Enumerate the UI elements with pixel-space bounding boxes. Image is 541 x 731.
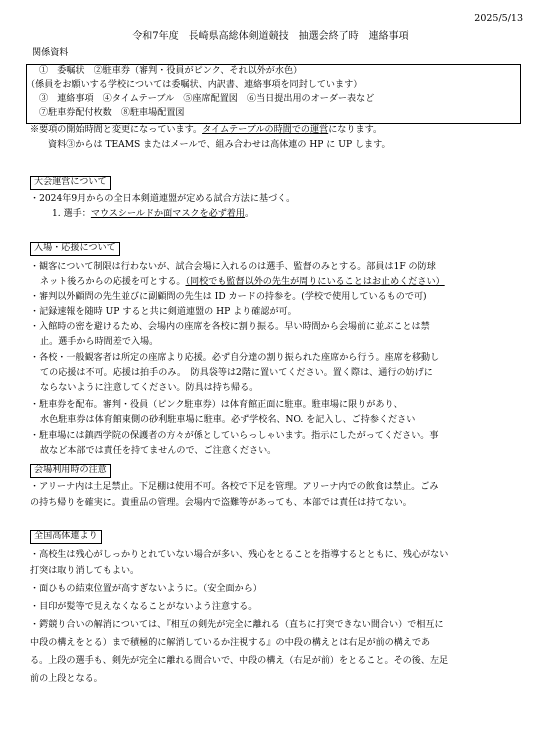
section-heading-venue: 会場利用時の注意: [30, 464, 111, 478]
schedule-note-emphasis: タイムテーブルの時間での運営: [202, 125, 329, 135]
documents-line-2: （係員をお願いする学校については委嘱状、内訳書、連絡事項を同封しています）: [26, 80, 363, 90]
entry-line: 止。選手から時間差で入場。: [40, 337, 159, 347]
document-date: 2025/5/13: [474, 13, 523, 24]
federation-line: 前の上段となる。: [30, 674, 103, 684]
related-documents-box: [26, 64, 521, 124]
entry-line: ・審判以外顧問の先生並びに副顧問の先生は ID カードの持参を。(学校で使用しているもので可): [30, 292, 427, 302]
operation-rule-tail: 。: [245, 209, 255, 219]
federation-line: ・目印が髪等で見えなくなることがないよう注意する。: [30, 602, 258, 612]
entry-line: ての応援は不可。応援は拍手のみ。 防具袋等は2階に置いてください。置く際は、通行の妨げに: [40, 368, 433, 378]
entry-line-text: ネット後ろからの応援を可とする。: [40, 277, 186, 287]
documents-line-1: ① 委嘱状 ②駐車券（審判・役員がピンク、それ以外が水色）: [39, 66, 303, 76]
documents-line-4: ⑦駐車券配付枚数 ⑧駐車場配置図: [39, 108, 185, 118]
entry-line: ・観客について制限は行わないが、試合会場に入れるのは選手、監督のみとする。部員は1F の防球: [30, 262, 436, 272]
schedule-note: [30, 124, 382, 137]
section-heading-federation: 全国高体連より: [30, 530, 102, 544]
entry-line: ・各校・一般観客者は所定の座席より応援。必ず自分達の割り振られた座席から行う。座席を移動し: [30, 353, 440, 363]
schedule-note-text: ※要項の開始時間と変更になっています。: [30, 125, 203, 135]
entry-line: ・駐車券を配布。審判・役員（ピンク駐車券）は体育館正面に駐車。駐車場に限りがあり、: [30, 400, 403, 410]
operation-rule-number: 1. 選手：: [52, 209, 91, 219]
entry-line: ・入館時の密を避けるため、会場内の座席を各校に割り振る。早い時間から会場前に並ぶことは禁: [30, 322, 430, 332]
federation-line: 打突は取り消してもよい。: [30, 566, 140, 576]
entry-line: [40, 276, 445, 289]
operation-line-1: ・2024年9月からの全日本剣道連盟が定める試合方法に基づく。: [30, 194, 296, 204]
venue-line: ・アリーナ内は土足禁止。下足棚は使用不可。各校で下足を管理。アリーナ内での飲食は禁止。ごみ: [30, 482, 439, 492]
distribution-note: 資料③からは TEAMS またはメールで、組み合わせは高体連の HP に UP します。: [48, 140, 391, 150]
federation-line: ・面ひもの結束位置が高すぎないように。（安全面から）: [30, 584, 262, 594]
entry-line: ならないように注意してください。防具は持ち帰る。: [40, 383, 259, 393]
related-documents-label: 関係資料: [32, 48, 69, 58]
federation-line: る。上段の選手も、剣先が完全に離れる間合いで、中段の構え（右足が前）をとること。その後、左足: [30, 656, 449, 666]
entry-line: 水色駐車券は体育館東側の砂利駐車場に駐車。必ず学校名、NO. を記入し、ご持参ください: [40, 415, 416, 425]
operation-line-2: [52, 208, 254, 221]
federation-line: ・鍔競り合いの解消については、『相互の剣先が完全に離れる（直ちに打突できない間合い）で相互に: [30, 620, 444, 630]
section-heading-operation: 大会運営について: [30, 176, 111, 190]
federation-line: 中段の構えをとる）まで積極的に解消しているか注視する』の中段の構えとは右足が前の構えであ: [30, 638, 431, 648]
entry-line-emphasis: （同校でも監督以外の先生が周りにいることはお止めください）: [185, 277, 445, 287]
operation-rule-emphasis: マウスシールドか面マスクを必ず着用: [90, 209, 245, 219]
entry-line: ・駐車場には鎮西学院の保護者の方々が係としていらっしゃいます。指示にしたがってください。事: [30, 431, 439, 441]
venue-line: の持ち帰りを確実に。貴重品の管理。会場内で盗難等があっても、本部では責任は持てない。: [30, 498, 412, 508]
documents-line-3: ③ 連絡事項 ④タイムテーブル ⑤座席配置図 ⑥当日提出用のオーダー表など: [39, 94, 375, 104]
section-heading-entry: 入場・応援について: [30, 242, 120, 256]
document-title: 令和7年度 長崎県高総体剣道競技 抽選会終了時 連絡事項: [132, 31, 409, 42]
schedule-note-tail: になります。: [328, 125, 383, 135]
entry-line: ・記録速報を随時 UP すると共に剣道連盟の HP より確認が可。: [30, 307, 297, 317]
federation-line: ・高校生は残心がしっかりとれていない場合が多い、残心をとることを指導するとともに、残心がない: [30, 550, 449, 560]
entry-line: 故など本部では責任を持てませんので、ご注意ください。: [40, 446, 277, 456]
